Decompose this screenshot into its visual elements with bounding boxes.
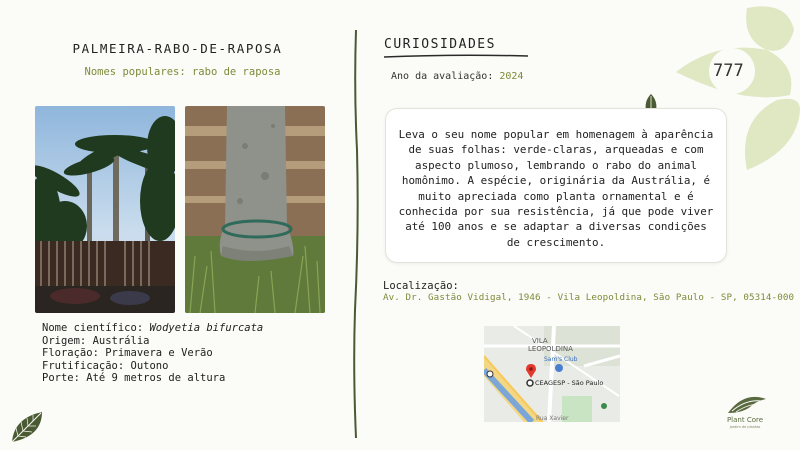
location-label: Localização: xyxy=(383,280,459,292)
palm-trunk-photo xyxy=(185,106,325,313)
map-district-label-2: LEOPOLDINA xyxy=(528,345,573,353)
evaluation-year-label: Ano da avaliação: xyxy=(391,71,500,82)
evaluation-year-value: 2024 xyxy=(499,71,524,82)
palm-canopy-photo xyxy=(35,106,175,313)
curiosities-title: CURIOSIDADES xyxy=(384,37,496,52)
map-marker-label: CEAGESP - São Paulo xyxy=(535,379,604,387)
brand-name: Plant Core xyxy=(726,416,764,424)
vertical-divider xyxy=(350,30,362,438)
tree-number: 777 xyxy=(713,61,744,81)
popular-names: Nomes populares: rabo de raposa xyxy=(84,66,281,78)
map-district-label-1: VILA xyxy=(532,337,548,345)
brand-tagline: jardim de plantas xyxy=(729,425,761,429)
plant-title: PALMEIRA-RABO-DE-RAPOSA xyxy=(72,41,283,56)
fruiting: Frutificação: Outono xyxy=(42,359,169,372)
curiosities-card: Leva o seu nome popular em homenagem à aparência de suas folhas: verde-claras, arqueadas e com aspecto plumoso, lembrando o rabo do animal homônimo. A espécie, originária da Austrália, é muito apreciada como planta ornamental e é conhecida por sua resistência, já que pode viver até 100 anos e se adaptar a diversas condições de crescimento. xyxy=(385,108,727,263)
size: Porte: Até 9 metros de altura xyxy=(42,372,226,385)
plant-facts xyxy=(42,322,263,385)
leaf-icon xyxy=(8,408,48,446)
location-address[interactable]: Av. Dr. Gastão Vidigal, 1946 - Vila Leopoldina, São Paulo - SP, 05314-000 xyxy=(383,292,795,303)
map-street-label: Rua Xavier xyxy=(536,415,569,422)
plant-core-logo-icon xyxy=(726,393,768,415)
location-map[interactable] xyxy=(484,326,620,422)
map-poi-label: Sam's Club xyxy=(544,356,578,363)
origin: Origem: Austrália xyxy=(42,334,150,347)
scientific-name xyxy=(42,322,263,335)
scientific-name-value: Wodyetia bifurcata xyxy=(149,322,264,334)
flowering: Floração: Primavera e Verão xyxy=(42,347,213,360)
evaluation-year xyxy=(391,71,523,82)
title-underline xyxy=(384,52,530,60)
scientific-name-label: Nome científico: xyxy=(42,322,150,334)
poi-marker-icon[interactable] xyxy=(555,364,563,372)
